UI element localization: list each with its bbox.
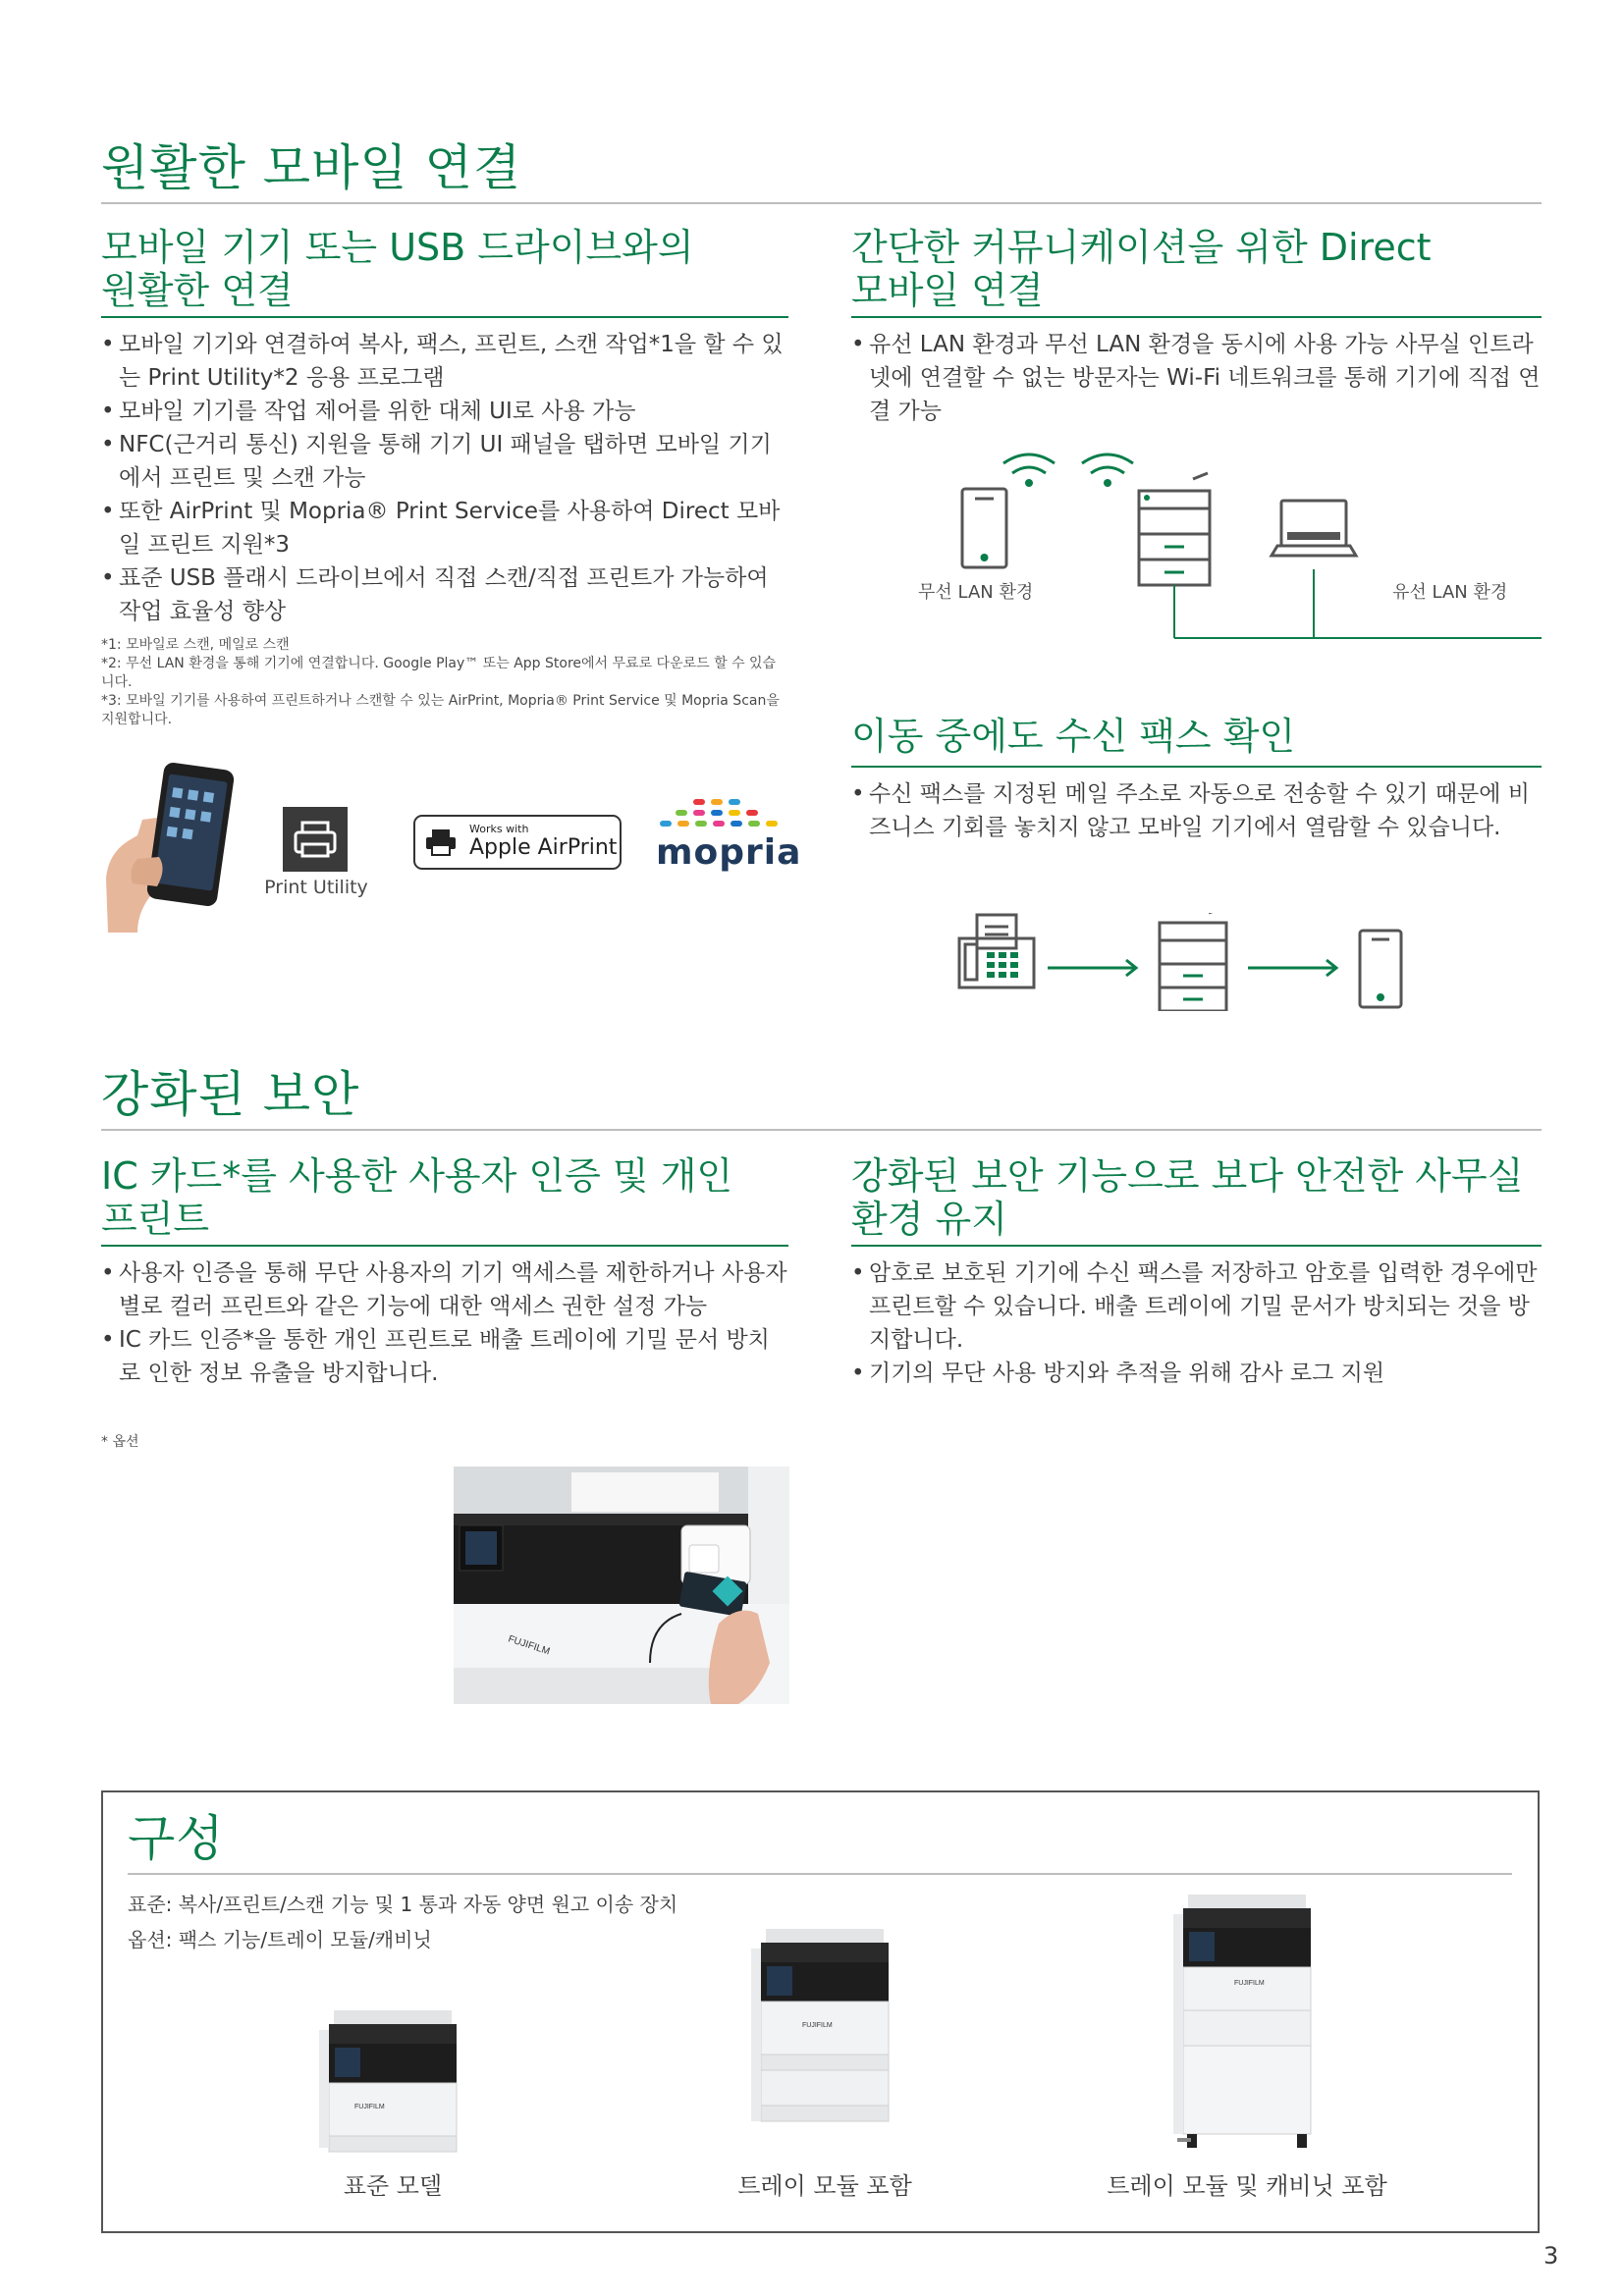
- usb-heading-line1: 모바일 기기 또는 USB 드라이브와의: [101, 226, 694, 269]
- network-diagram: [943, 452, 1542, 648]
- ic-heading-line2: 프린트: [101, 1198, 210, 1241]
- fax-bullet-list: [851, 777, 1542, 844]
- config-options-text: 옵션: 팩스 기능/트레이 모듈/캐비닛: [128, 1928, 432, 1951]
- list-item: • 또한 AirPrint 및 Mopria® Print Service를 사용하여 Direct 모바일 프린트 지원*3: [101, 495, 788, 561]
- standard-model-image: [319, 2010, 466, 2167]
- footnote: *1: 모바일로 스캔, 메일로 스캔: [101, 637, 290, 653]
- office-heading-rule: [851, 1245, 1542, 1247]
- list-item: • IC 카드 인증*을 통한 개인 프린트로 배출 트레이에 기밀 문서 방치로 인한 정보 유출을 방지합니다.: [101, 1323, 788, 1390]
- list-item: • 수신 팩스를 지정된 메일 주소로 자동으로 전송할 수 있기 때문에 비즈니스 기회를 놓치지 않고 모바일 기기에서 열람할 수 있습니다.: [851, 777, 1542, 844]
- airprint-small-label: Works with: [469, 823, 529, 835]
- fujifilm-logo-text: FUJIFILM: [1234, 1980, 1265, 1987]
- list-item: • 사용자 인증을 통해 무단 사용자의 기기 액세스를 제한하거나 사용자별로 컬러 프린트와 같은 기능에 대한 액세스 권한 설정 가능: [101, 1256, 788, 1323]
- footnote: *3: 모바일 기기를 사용하여 프린트하거나 스캔할 수 있는 AirPrint, Mopria® Print Service 및 Mopria Scan을 지원합니다.: [101, 693, 780, 727]
- cabinet-model-image: [1173, 1895, 1321, 2160]
- usb-footnotes: [101, 636, 788, 729]
- print-utility-label: Print Utility: [264, 877, 368, 898]
- ic-heading: [101, 1154, 788, 1241]
- page-number: 3: [1543, 2242, 1559, 2269]
- wired-lan-label: 유선 LAN 환경: [1392, 582, 1508, 603]
- office-heading-line1: 강화된 보안 기능으로 보다 안전한 사무실: [851, 1154, 1524, 1198]
- hand-phone-image: [98, 761, 236, 933]
- config-divider: [128, 1873, 1512, 1875]
- cabinet-model-label: 트레이 모듈 및 캐비닛 포함: [1107, 2172, 1387, 2200]
- direct-heading-rule: [851, 316, 1542, 318]
- fujifilm-logo-text: FUJIFILM: [354, 2104, 385, 2110]
- usb-heading: [101, 226, 788, 312]
- usb-heading-line2: 원활한 연결: [101, 269, 294, 312]
- config-standard-text: 표준: 복사/프린트/스캔 기능 및 1 통과 자동 양면 원고 이송 장치: [128, 1893, 678, 1916]
- list-item: • 표준 USB 플래시 드라이브에서 직접 스캔/직접 프린트가 가능하여 작업 효율성 향상: [101, 561, 788, 628]
- card-reader-photo: [454, 1467, 789, 1704]
- ic-bullet-list: [101, 1256, 788, 1390]
- tray-model-image: [751, 1929, 898, 2155]
- fujifilm-logo-text: FUJIFILM: [507, 1633, 552, 1658]
- section-title-mobile: 원활한 모바일 연결: [101, 139, 522, 196]
- standard-model-label: 표준 모델: [343, 2172, 443, 2200]
- office-heading-line2: 환경 유지: [851, 1198, 1007, 1241]
- usb-heading-rule: [101, 316, 788, 318]
- direct-bullet-list: [851, 328, 1542, 428]
- direct-heading: [851, 226, 1542, 312]
- office-bullet-list: [851, 1256, 1542, 1390]
- mopria-logo-text: mopria: [656, 832, 802, 873]
- list-item: • 기기의 무단 사용 방지와 추적을 위해 감사 로그 지원: [851, 1357, 1542, 1390]
- print-utility-icon: [283, 807, 348, 872]
- office-heading: [851, 1154, 1542, 1241]
- list-item: • 암호로 보호된 기기에 수신 팩스를 저장하고 암호를 입력한 경우에만 프린트할 수 있습니다. 배출 트레이에 기밀 문서가 방치되는 것을 방지합니다.: [851, 1256, 1542, 1357]
- usb-bullet-list: [101, 328, 788, 628]
- ic-note: * 옵션: [101, 1434, 139, 1450]
- direct-heading-line2: 모바일 연결: [851, 269, 1044, 312]
- config-title: 구성: [128, 1810, 225, 1867]
- list-item: • NFC(근거리 통신) 지원을 통해 기기 UI 패널을 탭하면 모바일 기기에서 프린트 및 스캔 가능: [101, 428, 788, 495]
- tray-model-label: 트레이 모듈 포함: [737, 2172, 912, 2200]
- mopria-dots-icon: [658, 797, 784, 834]
- fax-heading: 이동 중에도 수신 팩스 확인: [851, 715, 1296, 758]
- direct-heading-line1: 간단한 커뮤니케이션을 위한 Direct: [851, 226, 1432, 269]
- section-title-security: 강화된 보안: [101, 1066, 360, 1123]
- footnote: *2: 무선 LAN 환경을 통해 기기에 연결합니다. Google Play™ 또는 App Store에서 무료로 다운로드 할 수 있습니다.: [101, 656, 777, 690]
- section-divider: [101, 1129, 1542, 1131]
- list-item: • 모바일 기기와 연결하여 복사, 팩스, 프린트, 스캔 작업*1을 할 수 있는 Print Utility*2 응용 프로그램: [101, 328, 788, 395]
- section-divider: [101, 202, 1542, 204]
- airprint-big-label: Apple AirPrint: [469, 835, 618, 860]
- wireless-lan-label: 무선 LAN 환경: [918, 582, 1034, 603]
- fax-flow-diagram: [957, 913, 1409, 1011]
- airprint-badge: [413, 815, 622, 870]
- printer-icon: [424, 828, 458, 857]
- ic-heading-line1: IC 카드*를 사용한 사용자 인증 및 개인: [101, 1154, 733, 1198]
- list-item: • 유선 LAN 환경과 무선 LAN 환경을 동시에 사용 가능 사무실 인트라넷에 연결할 수 없는 방문자는 Wi-Fi 네트워크를 통해 기기에 직접 연결 가능: [851, 328, 1542, 428]
- fax-heading-rule: [851, 766, 1542, 768]
- list-item: • 모바일 기기를 작업 제어를 위한 대체 UI로 사용 가능: [101, 395, 788, 428]
- fujifilm-logo-text: FUJIFILM: [802, 2022, 833, 2029]
- ic-heading-rule: [101, 1245, 788, 1247]
